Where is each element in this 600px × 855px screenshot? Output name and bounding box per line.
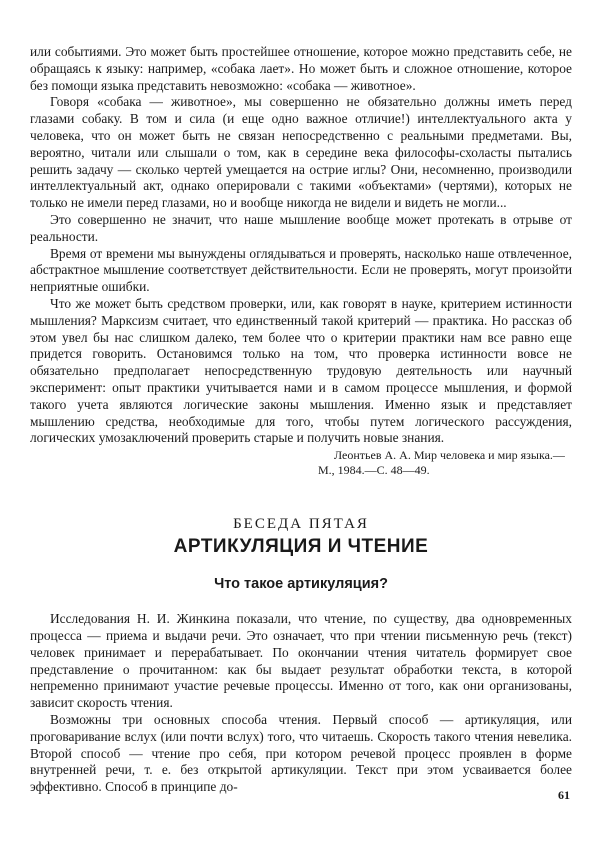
section-kicker: БЕСЕДА ПЯТАЯ	[233, 516, 369, 533]
paragraph: Время от времени мы вынуждены оглядываться и проверять, насколько наше отвлеченное, абстрактное мышление соответствует действительности. Если не проверять, могут произойти неприятные ошибки.	[30, 245, 572, 295]
page-body	[30, 44, 572, 796]
section-title: АРТИКУЛЯЦИЯ И ЧТЕНИЕ	[173, 536, 429, 558]
paragraph: Возможны три основных способа чтения. Первый способ — артикуляция, или проговаривание вслух (или почти вслух) того, что читаешь. Скорость такого чтения невелика. Второй способ — чтение про себя, при котором речевой процесс проявлен в форме внутренней речи, т. е. без открытой артикуляции. Текст при этом усваивается более эффективно. Способ в принципе до-	[30, 711, 572, 795]
subsection-title: Что такое артикуляция?	[214, 576, 388, 593]
paragraph: Исследования Н. И. Жинкина показали, что чтение, по существу, два одновременных процесса — приема и выдачи речи. Это означает, что при чтении письменную речь (текст) человек принимает и перерабатывает. По окончании чтения читатель формирует свое представление о прочитанном: как бы выдает результат обработки текста, в которой непременно принимают участие речевые процессы. Именно от того, как они организованы, зависит скорость чтения.	[30, 611, 572, 711]
paragraph: Что же может быть средством проверки, или, как говорят в науке, критерием истинности мышления? Марксизм считает, что единственный такой критерий — практика. Но рассказ об этом увел бы нас слишком далеко, тем более что о критерии практики нам все равно еще придется говорить. Остановимся только на том, что проверка истинности вовсе не обязательно предполагает непосредственную трудовую деятельность или научный эксперимент: опыт практики учитывается нами и в самом процессе мышления, и формой такого учета являются логические законы мышления. Именно язык и представляет мышлению средства, необходимые для того, чтобы путем логического рассуждения, логических умозаключений проверить старые и получить новые знания.	[30, 295, 572, 446]
paragraph: Это совершенно не значит, что наше мышление вообще может протекать в отрыве от реальности.	[30, 211, 572, 244]
page-number: 61	[558, 788, 570, 802]
citation: Леонтьев А. А. Мир человека и мир языка.— М., 1984.—С. 48—49.	[318, 448, 565, 478]
paragraph: или событиями. Это может быть простейшее отношение, которое можно представить себе, не обращаясь к языку: например, «собака лает». Но может быть и сложное отношение, которое без помощи языка представить невозможно: «собака — животное».	[30, 44, 572, 93]
paragraph: Говоря «собака — животное», мы совершенно не обязательно должны иметь перед глазами собаку. В том и сила (и еще одно важное отличие!) интеллектуального акта у человека, что он может быть не связан непосредственно с реальными предметами. Вы, вероятно, читали или слышали о том, как в середине века философы-схоласты пытались решить задачу — сколько чертей умещается на острие иглы? Они, несомненно, производили интеллектуальный акт, однако оперировали с такими «объектами» (чертями), которых не только не имели перед глазами, но и вообще никогда не видели и видеть не могли...	[30, 94, 572, 211]
